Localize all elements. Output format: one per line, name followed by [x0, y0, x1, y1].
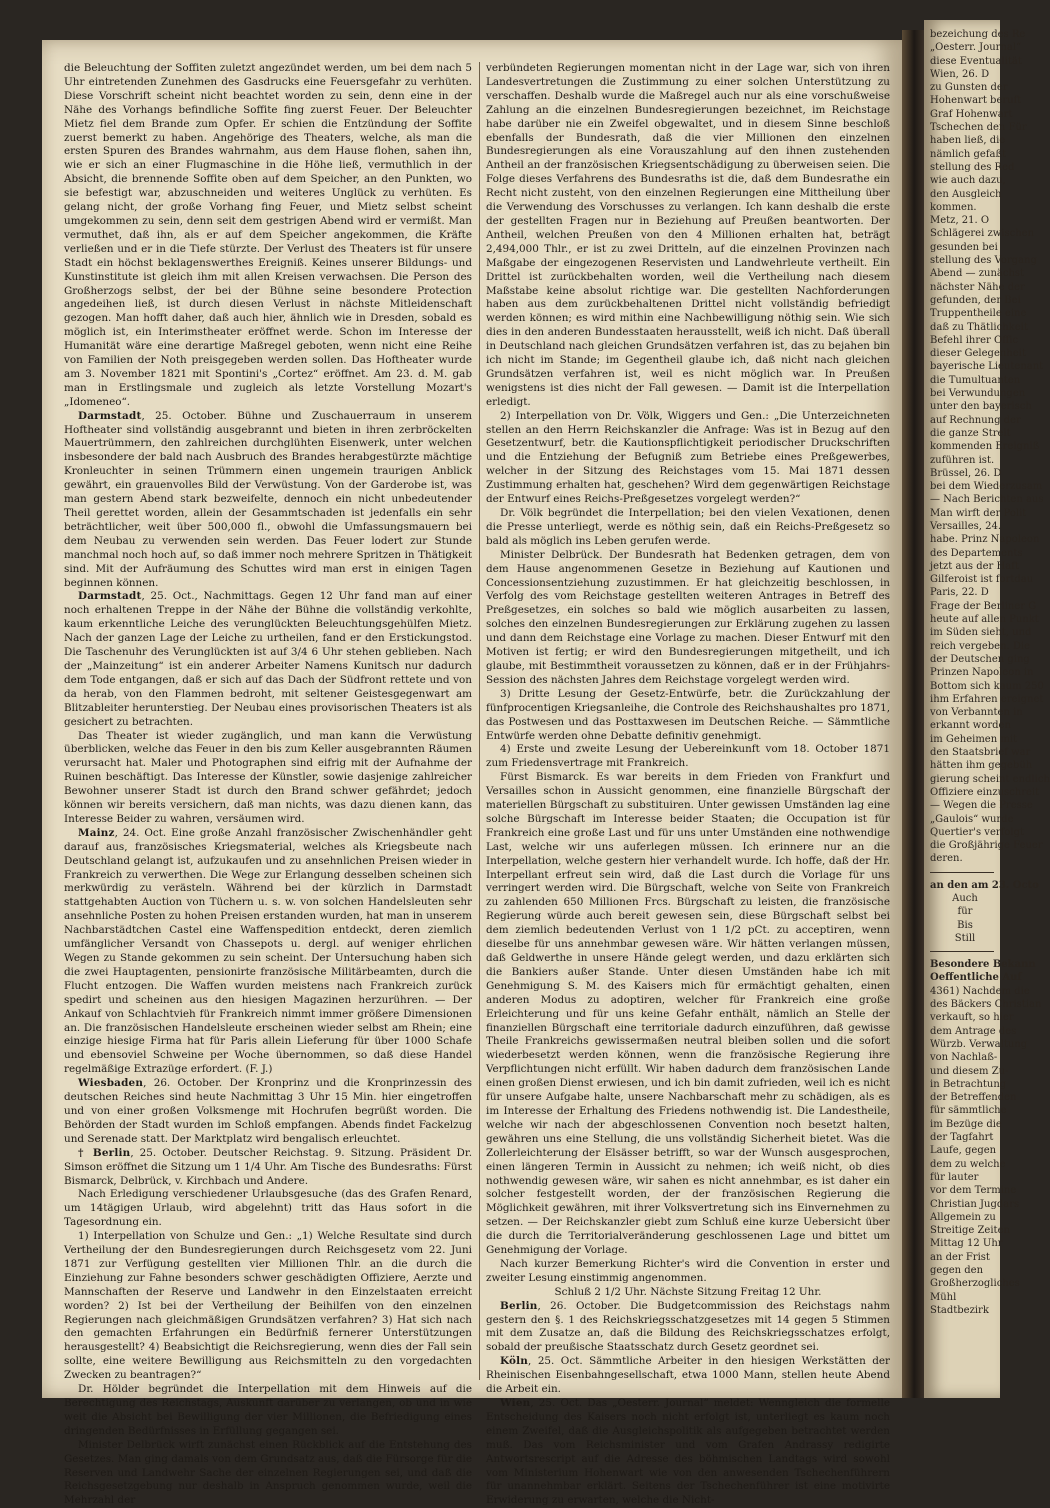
adjacent-text-line: — Nach Berichten aus [930, 494, 1044, 506]
article-paragraph [486, 1286, 890, 1300]
adjacent-text-line: unter den bayerisch [930, 401, 1032, 413]
adjacent-heading: an den am 23. Octo [930, 879, 1039, 891]
adjacent-text-line: im Bezüge die [930, 1118, 1002, 1130]
article-paragraph [486, 771, 890, 1258]
adjacent-text-line: den Ausgleich [930, 188, 1002, 200]
adjacent-text-line: Christian Jugdars [930, 1198, 1020, 1210]
adjacent-text-line: auf Rechnung der [930, 414, 1021, 426]
adjacent-text-line: Versailles, 24. [930, 520, 1002, 532]
adjacent-text-line: von Verbannten in [930, 707, 1023, 719]
adjacent-text-line: kommen. [930, 201, 977, 213]
adjacent-text-line: die Großjährige Feuer [930, 840, 1043, 852]
adjacent-text-line: des Departements [930, 547, 1023, 559]
adjacent-text-line: von Nachlaß- [930, 1052, 998, 1064]
adjacent-text-line: an der Frist [930, 1251, 990, 1263]
adjacent-text-line: Stadtbezirk [930, 1304, 989, 1316]
right-column [486, 62, 890, 1507]
adjacent-text-line: dem zu welche [930, 1158, 1006, 1170]
dateline: Wien [500, 1397, 531, 1409]
paragraph-text: verbündeten Regierungen momentan nicht in der Lage war, sich von ihren Landesvertretungen die Zustimmung zu einer solchen Unterstützung zu verschaffen. Deshalb wurde die Maßregel auch nur als eine vorschußweise Zahlung an die einzelnen Bundesregierungen bezeichnet, im Reichstage habe darüber nie ein Zweifel obgewaltet, und in diesem Sinne beschloß ebenfalls der Bundesrath, daß die vier Millionen den einzelnen Bundesregierungen als eine Vorauszahlung auf den ihnen zustehenden Antheil an der französischen Kriegsentschädigung zu überweisen seien. Die Folge dieses Verfahrens des Bundesraths ist die, daß dem Bundesrathe ein Recht nicht zusteht, von den einzelnen Regierungen eine Mittheilung über die Verwendung des Vorschusses zu verlangen. Ich kann deshalb die erste der gestellten Fragen nur in Beziehung auf Preußen beantworten. Der Antheil, welchen Preußen von den 4 Millionen erhalten hat, beträgt 2,494,000 Thlr., er ist zu zwei Dritteln, auf die einzelnen Provinzen nach Maßgabe der eingezogenen Reservisten und Landwehrleute vertheilt. Ein Drittel ist zurückbehalten worden, weil die Vertheilung nach diesem Maßstabe keine absolut richtige war. Die gestellten Nachforderungen haben aus dem zurückbehaltenen Drittel nicht vollständig befriedigt werden können; es wird mithin eine Nachbewilligung nöthig sein. Wie sich dies in den anderen Bundesstaaten herausstellt, weiß ich nicht. Daß überall in Deutschland nach gleichen Grundsätzen verfahren ist, das zu bejahen bin ich nicht im Stande; im Gegentheil glaube ich, daß nicht nach gleichen Grundsätzen verfahren ist, weil es nicht möglich war. In Preußen wenigstens ist dies nicht der Fall gewesen. — Damit ist die Interpellation erledigt. [486, 62, 890, 408]
adjacent-text-line: nämlich gefaßt [930, 148, 1007, 160]
adjacent-text-line: der Tagfahrt [930, 1132, 994, 1144]
paragraph-text: Minister Delbrück. Der Bundesrath hat Bedenken getragen, dem von dem Hause angenommenen Gesetze in Beziehung auf Kautionen und Concessionsentziehung zuzustimmen. Er hat gleichzeitig beschlossen, in Verfolg des vom Reichstage gestellten weiteren Antrages in Betreff des Preßgesetzes, ein solches so bald wie möglich ausarbeiten zu lassen, solches den einzelnen Bundesregierungen zur Erklärung zugehen zu lassen und dann dem Reichstage eine Vorlage zu machen. Dieser Entwurf mit den Motiven ist fertig; er wird den Bundesregierungen mitgetheilt, und ich glaube, mit Bestimmtheit voraussetzen zu können, daß er in der Frühjahrs-Session des nächsten Jahres dem Reichstage vorgelegt werden wird. [486, 548, 890, 686]
article-paragraph [486, 743, 890, 771]
article-paragraph [64, 1230, 472, 1383]
adjacent-text-line: Brüssel, 26. D [930, 467, 1002, 479]
adjacent-text-line: habe. Prinz Napoleon [930, 534, 1040, 546]
adjacent-text-line: dem Antrage des [930, 1025, 1017, 1037]
adjacent-text-line: Bottom sich kaum 250 [930, 680, 1044, 692]
adjacent-text-line: deren. [930, 853, 963, 865]
article-paragraph [64, 730, 472, 827]
adjacent-text-line: dieser Gelegenheit [930, 348, 1026, 360]
adjacent-text-line: die ganze Streit [930, 427, 1011, 439]
article-paragraph [486, 1258, 890, 1286]
adjacent-heading: Oeffentliche Auf [930, 972, 1022, 984]
adjacent-text-line: gegen den [930, 1265, 984, 1277]
paragraph-text: Dr. Hölder begründet die Interpellation mit dem Hinweis auf die Berechtigung des Reichstags, Auskunft darüber zu verlangen, ob und in wie weit die Absicht bei Bewilligung der vier Millionen, die Befriedigung eines dringenden Bedürfnisses in Erfüllung gegangen sei. [64, 1383, 472, 1437]
paragraph-text: 1) Interpellation von Schulze und Gen.: „1) Welche Resultate sind durch Vertheilung der den Bundesregierungen durch Reichsgesetz vom 22. Juni 1871 zur Verfügung gestellten vier Millionen Thlr. an die durch die Einziehung zur Fahne besonders schwer geschädigten Offiziere, Aerzte und Mannschaften der Reserve und Landwehr in den Einzelstaaten erreicht worden? 2) Ist bei der Vertheilung der Beihilfen von den einzelnen Regierungen nach gleichmäßigen Grundsätzen verfahren? 3) Hat sich nach den gemachten Erfahrungen ein Bedürfniß fernerer Unterstützungen herausgestellt? 4) Beabsichtigt die Reichsregierung, wenn dies der Fall sein sollte, eine weitere Bewilligung aus Reichsmitteln zu den vorgedachten Zwecken zu beantragen?“ [64, 1230, 472, 1382]
article-paragraph [486, 410, 890, 507]
dateline: Wiesbaden [78, 1077, 144, 1090]
adjacent-text-line: haben ließ, die [930, 135, 1006, 147]
adjacent-text-line: hätten ihm gegebüh [930, 760, 1033, 772]
adjacent-text-line: gefunden, der Bei [930, 294, 1021, 306]
newspaper-page [42, 40, 902, 1507]
adjacent-text-line: gierung scheint endlich [930, 773, 1050, 785]
adjacent-text-line: zuführen ist. [930, 454, 995, 466]
adjacent-text-line: nächster Nähe der [930, 281, 1025, 293]
adjacent-text-line: Befehl ihrer Offic [930, 334, 1019, 346]
article-paragraph [486, 1355, 890, 1397]
adjacent-text-line: bei Verwundungen [930, 388, 1026, 400]
left-column [64, 62, 472, 1507]
adjacent-text-line: bezeichung des Re [930, 29, 1026, 40]
adjacent-page [924, 20, 1050, 1398]
section-rule [930, 951, 994, 952]
adjacent-page-text [930, 28, 1050, 1398]
adjacent-text-line: Paris, 22. D [930, 587, 989, 599]
paragraph-text: Fürst Bismarck. Es war bereits in dem Frieden von Frankfurt und Versailles schon in Aussicht genommen, eine finanzielle Bürgschaft der materiellen Bürgschaft zu substituiren. Unter gewissen Umständen lag eine solche Bürgschaft im Interesse beider Staaten; die Occupation ist für Frankreich eine große Last und für uns unter Umständen eine nothwendige Last, welche wir uns auferlegen müssen. Ich erinnere nur an die Interpellation, welche gestern hier verhandelt wurde. Ich hoffe, daß der Hr. Interpellant erfreut sein wird, daß die Last durch die Vorlage für uns verringert werden wird. Die Bürgschaft, welche von Seite von Frankreich zu zahlenden 650 Millionen Frcs. Bürgschaft zu leisten, die französische Regierung würde auch bereit gewesen sein, diese Bürgschaft selbst bei dem ziemlich bedeutenden Verlust von 1 1/2 pCt. zu acceptiren, wenn dieselbe für uns annehmbar gewesen wäre. Wir hätten verlangen müssen, daß Geldwerthe in unsere Hände gelegt werden, und dazu erklärten sich die Bankiers außer Stande. Unter diesen Umständen habe ich mit Genehmigung S. M. des Kaisers mich für ermächtigt gehalten, einen anderen Modus zu adoptiren, welcher für Frankreich eine große Erleichterung und für uns keine Gefahr enthält, nämlich an Stelle der finanziellen Bürgschaft eine territoriale dadurch einzuführen, daß gewisse Theile Frankreichs gewissermaßen neutral bleiben sollen und die sofort wiederbesetzt werden können, wenn die französische Regierung ihre Verpflichtungen nicht erfüllt. Wir haben dadurch dem französischen Lande einen großen Dienst erwiesen, und ich bin damit zufrieden, weil ich es nicht für unsere Aufgabe halte, unsere Nachbarschaft mehr zu schädigen, als es im Interesse der Erhaltung des Friedens nothwendig ist. Die Landestheile, welche wir nach der abgeschlossenen Convention noch besetzt halten, gewähren uns eine Stellung, die uns vollständig Sicherheit bietet. Was die Zollerleichterung der Elsässer betrifft, so war der Wunsch ausgesprochen, einen längeren Termin in Aussicht zu nehmen; ich weiß nicht, ob dies nothwendig gewesen wäre, wir sahen es nicht annehmbar, es ist daher ein solcher festgestellt worden, der der französischen Regierung die Möglichkeit gewähren, mit ihrer Volksvertretung sich ins Einvernehmen zu setzen. — Der Reichskanzler giebt zum Schluß eine kurze Uebersicht über die durch die Territorialveränderung geschlossenen Lage und bittet um Genehmigung der Vorlage. [486, 771, 890, 1257]
paragraph-text: Dr. Völk begründet die Interpellation; bei den vielen Vexationen, denen die Presse unterliegt, werde es nöthig sein, daß ein Reichs-Preßgesetz so bald als möglich ins Leben gerufen werde. [486, 507, 890, 547]
article-paragraph [64, 827, 472, 1077]
adjacent-text-line: für lauter [930, 1171, 979, 1183]
article-paragraph [486, 62, 890, 410]
section-rule [930, 872, 994, 873]
article-paragraph [486, 1397, 890, 1508]
article-paragraph [486, 1300, 890, 1356]
column-divider [479, 62, 480, 1380]
adjacent-text-line: Truppentheile eine [930, 308, 1027, 320]
adjacent-text-line: gesunden bei [930, 241, 998, 253]
adjacent-heading: Besondere Bekann [930, 959, 1036, 971]
adjacent-text-line: des Bäckers Christian [930, 999, 1042, 1011]
paragraph-text: , 25. October. Bühne und Zuschauerraum in unserem Hoftheater sind vollständig ausgebrannt und bieten in ihren zerbröckelten Mauertrümmern, den zahlreichen durchglühten Eisenwerk, unter welchen insbesondere der bald nach Ausbruch des Brandes herabgestürzte mächtige Kronleuchter in seinen Trümmern einen ungemein traurigen Anblick gewährt, ein grauenvolles Bild der Verwüstung. Von der Garderobe ist, was man gestern Abend stark bezweifelte, dennoch ein nicht unbedeutender Theil gerettet worden, allein der Gesammtschaden ist jedenfalls ein sehr beträchtlicher, weit über 500,000 fl., obwohl die Umfassungsmauern bei dem Neubau zu verwenden sein werden. Das Feuer lodert zur Stunde manchmal noch hoch auf, so daß immer noch mehrere Spritzen in Thätigkeit sind. Mit der Aufräumung des Schuttes wird man erst in einigen Tagen beginnen können. [64, 409, 472, 589]
article-paragraph [64, 1383, 472, 1439]
adjacent-text-line: Großherzogliches [930, 1278, 1020, 1290]
adjacent-text-line: Laufe, gegen [930, 1145, 997, 1157]
adjacent-text-line: Frage der Berliner G [930, 600, 1037, 612]
adjacent-text-line: für sämmtliche [930, 1105, 1007, 1117]
adjacent-text-line: Wien, 26. D [930, 68, 990, 80]
adjacent-text-line: im Geheimen mit [930, 733, 1018, 745]
adjacent-text-line: Schlägerei zwischen [930, 228, 1035, 240]
paragraph-text: Nach Erledigung verschiedener Urlaubsgesuche (das des Grafen Renard, um 14tägigen Urlaub, wird abgelehnt) tritt das Haus sofort in die Tagesordnung ein. [64, 1188, 472, 1229]
adjacent-text-line: und diesem Zu- [930, 1065, 1009, 1077]
paragraph-text: Nach kurzer Bemerkung Richter's wird die Convention in erster und zweiter Lesung einstimmig angenommen. [486, 1257, 890, 1284]
adjacent-text-line: 4361) Nachdem die [930, 985, 1030, 997]
adjacent-text-line: stellung des Vorgang [930, 255, 1037, 267]
adjacent-text-line: — Wegen die Presse [930, 800, 1033, 812]
paragraph-text: Minister Delbrück wirft zunächst einen Rückblick auf die Entstehung des Gesetzes. Man ging damals von dem Grundsatz aus, daß die Fürsorge für die Reserven und Landwehr Sache der einzelnen Regierungen sei, und daß die Reichsgesetzgebung nur deshalb in Anspruch genommen wurde, weil die Mehrzahl der [64, 1438, 472, 1507]
adjacent-text-line: Still [954, 932, 976, 944]
paragraph-text: 4) Erste und zweite Lesung der Uebereinkunft vom 18. October 1871 zum Friedensvertrage mit Frankreich. [486, 743, 890, 770]
article-paragraph [486, 549, 890, 688]
paragraph-text: die Beleuchtung der Soffiten zuletzt angezündet werden, um bei dem nach 5 Uhr eintretenden Zunehmen des Gasdrucks eine Feuersgefahr zu verhüten. Diese Vorschrift scheint nicht beachtet worden zu sein, denn eine in der Nähe des Vorhangs befindliche Soffite fing zuerst Feuer. Der Beleuchter Mietz fiel dem Brande zum Opfer. Er schien die Entzündung der Soffite zuerst bemerkt zu haben. Angehörige des Theaters, welche, als man die ersten Spuren des Brandes wahrnahm, aus dem Hause flohen, sahen ihn, wie er sich an einer Flugmaschine in die Höhe ließ, vermuthlich in der Absicht, die brennende Soffite oben auf dem Speicher, an den Punkten, wo sie befestigt war, abzuschneiden und weiteres Unglück zu verhüten. Es gelang nicht, der große Vorhang fing Feuer, und Mietz selbst scheint umgekommen zu sein, denn seit dem gestrigen Abend wird er vermißt. Man vermuthet, daß ihn, als er auf dem Speicher angekommen, die Kräfte verließen und er in die Tiefe stürzte. Der Verlust des Theaters ist für unsere Stadt ein höchst beklagenswerthes Ereigniß. Keines unserer Bildungs- und Kunstinstitute ist gleich ihm mit allen Kreisen verwachsen. Die Person des Großherzogs selbst, der bei der Bühne seine besondere Protection angedeihen ließ, ist durch diesen Verlust in nächste Mitleidenschaft gezogen. Man hofft daher, daß auch hier, ähnlich wie in Dresden, sobald es möglich ist, ein Interimstheater eröffnet werde. Schon im Interesse der Humanität wäre eine derartige Maßregel geboten, wenn nicht eine Reihe von Familien der Noth preisgegeben werden sollen. Das Hoftheater wurde am 3. November 1821 mit Spontini's „Cortez“ eröffnet. Am 23. d. M. gab man in Erstlingsmale und zugleich als letzte Vorstellung Mozart's „Idomeneo“. [64, 62, 472, 408]
adjacent-text-line: verkauft, so hier [930, 1012, 1014, 1024]
paragraph-text: , 25. Oct. Das „Oesterr. Journal“ meldet: Wenngleich die formelle Entscheidung des Kaisers noch nicht erfolgt ist, unterliegt es kaum noch einem Zweifel, daß die Ausgleichspolitik als aufgegeben betrachtet werden muß. Das vom Reichsminister und vom Grafen Andrassy redigirte Antwortsrescript auf die Adresse des böhmischen Landtags wird sowohl vom Ministerium Hohenwart wie von den anwesenden Tschechenführern für unannehmbar erklärt. Seitens der Tschechenführer ist eine motivirte Erwiderung zu erwarten, welche die Nicht- [486, 1397, 890, 1507]
adjacent-text-line: Metz, 21. O [930, 215, 990, 227]
adjacent-text-line: in Betrachtung [930, 1078, 1007, 1090]
adjacent-text-line: Streitige Zeiten [930, 1225, 1010, 1237]
article-paragraph [64, 410, 472, 591]
paragraph-text: , 25. October. Deutscher Reichstag. 9. Sitzung. Präsident Dr. Simson eröffnet die Sitzung um 1 1/4 Uhr. Am Tische des Bundesraths: Fürst Bismarck, Delbrück, v. Kirchbach und Andere. [64, 1146, 472, 1187]
adjacent-text-line: Bis [957, 919, 973, 931]
adjacent-text-line: Hohenwart beruft [930, 95, 1022, 107]
adjacent-text-line: Man wirft der Polit [930, 507, 1027, 519]
article-paragraph [64, 1188, 472, 1230]
book-gutter [902, 30, 924, 1398]
paragraph-text: , 25. Oct. Sämmtliche Arbeiter in den hiesigen Werkstätten der Rheinischen Eisenbahngesellschaft, etwa 1000 Mann, stellen heute Abend die Arbeit ein. [486, 1355, 890, 1396]
adjacent-text-line: Mühl [930, 1291, 957, 1303]
adjacent-text-line: wie auch dazu, [930, 175, 1006, 187]
dateline: Berlin [500, 1299, 538, 1312]
article-paragraph [486, 688, 890, 744]
adjacent-text-line: den Staatsbrief war [930, 747, 1031, 759]
adjacent-text-line: reich vergeben. Die [930, 640, 1031, 652]
adjacent-text-line: Tschechen den Für [930, 122, 1027, 134]
adjacent-text-line: Offiziere einzuschreit [930, 786, 1040, 798]
adjacent-text-line: Prinzen Napoleon in [930, 667, 1034, 679]
adjacent-text-line: „Gaulois“ wurde [930, 813, 1014, 825]
adjacent-text-line: zu Gunsten der [930, 82, 1008, 94]
adjacent-text-line: ihm Erfahren ereignet [930, 693, 1044, 705]
adjacent-text-line: der Deutschen ging [930, 653, 1030, 665]
paragraph-text: , 24. Oct. Eine große Anzahl französischer Zwischenhändler geht darauf aus, französisches Kriegsmaterial, welches als Kriegsbeute nach Deutschland gelangt ist, aufzukaufen und zu ansehnlichen Preisen wieder in Frankreich zu verwerthen. Die Wege zur Erlangung desselben scheinen sich merkwürdig zu verästeln. Während bei der kürzlich in Darmstadt stattgehabten Auction von Tüchern u. s. w. von solchen Handelsleuten sehr ansehnliche Posten zu hohen Preisen erstanden wurden, hat man in unserem Nachbarstädtchen Castel eine Waffenspedition entdeckt, deren ziemlich umfänglicher Versandt von Chassepots u. dergl. auf weniger ehrlichen Wegen zu Stande gekommen zu sein scheint. Der Untersuchung haben sich die zwei Hauptagenten, pensionirte französische Militärbeamten, durch die Flucht entzogen. Die Waffen wurden meistens nach Frankreich zurück spedirt und scheinen aus den hiesigen Magazinen herzurühren. — Der Ankauf von Schlachtvieh für Frankreich nimmt immer größere Dimensionen an. Die französischen Handelsleute erscheinen wieder selbst am Rhein; eine einzige hiesige Firma hat für Paris allein Lieferung für über 1000 Schafe und ebensoviel Schweine per Woche übernommen, so daß diese Handel regelmäßige Extrazüge erfordert. (F. J.) [64, 826, 472, 1076]
article-paragraph [64, 1147, 472, 1189]
adjacent-text-line: bayerische Lieutenant [930, 361, 1044, 373]
adjacent-text-line: für [957, 906, 973, 918]
article-paragraph [64, 1077, 472, 1147]
dateline: † Berlin [78, 1146, 131, 1159]
adjacent-text-line: „Oesterr. Journal“ [930, 42, 1022, 54]
adjacent-text-line: vor dem Termine [930, 1185, 1017, 1197]
paragraph-text: 2) Interpellation von Dr. Völk, Wiggers und Gen.: „Die Unterzeichneten stellen an den Herrn Reichskanzler die Anfrage: Was ist in Bezug auf den Gesetzentwurf, betr. die Kautionspflichtigkeit periodischer Druckschriften und die Entziehung der Befugniß zum Betriebe eines Preßgewerbes, welcher in der Sitzung des Reichstages vom 15. Mai 1871 dessen Zustimmung erhalten hat, geschehen? Wird dem gegenwärtigen Reichstage der Entwurf eines Reichs-Preßgesetzes vorgelegt werden?“ [486, 409, 890, 506]
adjacent-text-line: daß zu Thätlichkeit [930, 321, 1028, 333]
adjacent-text-line: heute auf allen Punkt [930, 614, 1039, 626]
adjacent-text-line: Mittag 12 Uhr [930, 1238, 1003, 1250]
article-paragraph [486, 507, 890, 549]
paragraph-text: Schluß 2 1/2 Uhr. Nächste Sitzung Freitag 12 Uhr. [554, 1285, 822, 1298]
paragraph-text: , 25. Oct., Nachmittags. Gegen 12 Uhr fand man auf einer noch erhaltenen Treppe in der Nähe der Bühne die vollständig verkohlte, kaum erkenntliche Leiche des verunglückten Beleuchtungsgehülfen Mietz. Nach der ganzen Lage der Leiche zu urtheilen, fand er den Erstickungstod. Die Taschenuhr des Verunglückten ist auf 3/4 6 Uhr stehen geblieben. Nach der „Mainzeitung“ ist ein anderer Arbeiter Namens Kunitsch nur dadurch dem Tode entgangen, daß er sich auf das Dach der Südfront rettete und von da herab, von den Flammen bedroht, mit seltener Geistesgegenwart am Blitzableiter herunterstieg. Der Neubau eines provisorischen Theaters ist als gesichert zu betrachten. [64, 590, 472, 728]
adjacent-text-line: der Betreffenden [930, 1092, 1017, 1104]
paragraph-text: , 26. October. Der Kronprinz und die Kronprinzessin des deutschen Reiches sind heute Nachmittag 3 Uhr 15 Min. hier eingetroffen und von einer großen Volksmenge mit Hochrufen begrüßt worden. Die Behörden der Stadt wurden im Schloß empfangen. Abends findet Fackelzug und Serenade statt. Der Marktplatz wird bengalisch erleuchtet. [64, 1077, 472, 1145]
dateline: Darmstadt [78, 590, 142, 603]
adjacent-text-line: Auch [952, 893, 978, 904]
adjacent-text-line: die Tumultuanten [930, 374, 1021, 386]
paragraph-text: 3) Dritte Lesung der Gesetz-Entwürfe, betr. die Zurückzahlung der fünfprocentigen Kriegsanleihe, die Controle des Reichshaushaltes pro 1871, das Postwesen und das Posttaxwesen im Deutschen Reiche. — Sämmtliche Entwürfe werden ohne Debatte definitiv genehmigt. [486, 687, 890, 742]
adjacent-text-line: kommenden Ereigniß [930, 441, 1040, 453]
dateline: Köln [500, 1355, 529, 1368]
adjacent-text-line: Allgemein zu [930, 1211, 996, 1223]
article-paragraph [64, 1439, 472, 1508]
adjacent-text-line: Würzb. Verwaltung [930, 1038, 1028, 1050]
dateline: Mainz [78, 826, 115, 839]
article-paragraph [64, 62, 472, 410]
adjacent-text-line: jetzt aus der Haft [930, 560, 1019, 572]
paragraph-text: , 26. October. Die Budgetcommission des Reichstags nahm gestern den §. 1 des Reichskriegsschatzgesetzes mit 14 gegen 5 Stimmen mit dem Zusatze an, daß die Bildung des Reichskriegsschatzes erfolgt, sobald der preußische Staatsschatz durch Gesetz geordnet sei. [486, 1299, 890, 1354]
adjacent-text-line: Gilferoist ist fortdau [930, 574, 1034, 586]
adjacent-text-line: bei dem Wiederzusam [930, 481, 1043, 493]
adjacent-text-line: Quertier's verfolgt [930, 826, 1024, 838]
adjacent-text-line: erkannt worden [930, 720, 1011, 732]
adjacent-text-line: im Süden sieht, und [930, 627, 1032, 639]
adjacent-text-line: diese Eventualität [930, 55, 1022, 67]
adjacent-text-line: stellung des Red [930, 161, 1015, 173]
paragraph-text: Das Theater ist wieder zugänglich, und man kann die Verwüstung überblicken, welche das Feuer in den bis zum Keller ausgebrannten Räumen verursacht hat. Maler und Photographen sind eifrig mit der Aufnahme der Ruinen beschäftigt. Das Interesse der Künstler, sowie dasjenige zahlreicher Bewohner unserer Stadt ist durch den Brand schwer gefährdet; jedoch können wir bereits versichern, daß man nichts, was dazu dienen kann, das Interesse Beider zu wahren, versäumen wird. [64, 729, 472, 825]
adjacent-text-line: Abend — zunächst [930, 268, 1025, 280]
dateline: Darmstadt [78, 409, 142, 422]
article-paragraph [64, 590, 472, 729]
adjacent-text-line: Graf Hohenwart [930, 108, 1013, 120]
